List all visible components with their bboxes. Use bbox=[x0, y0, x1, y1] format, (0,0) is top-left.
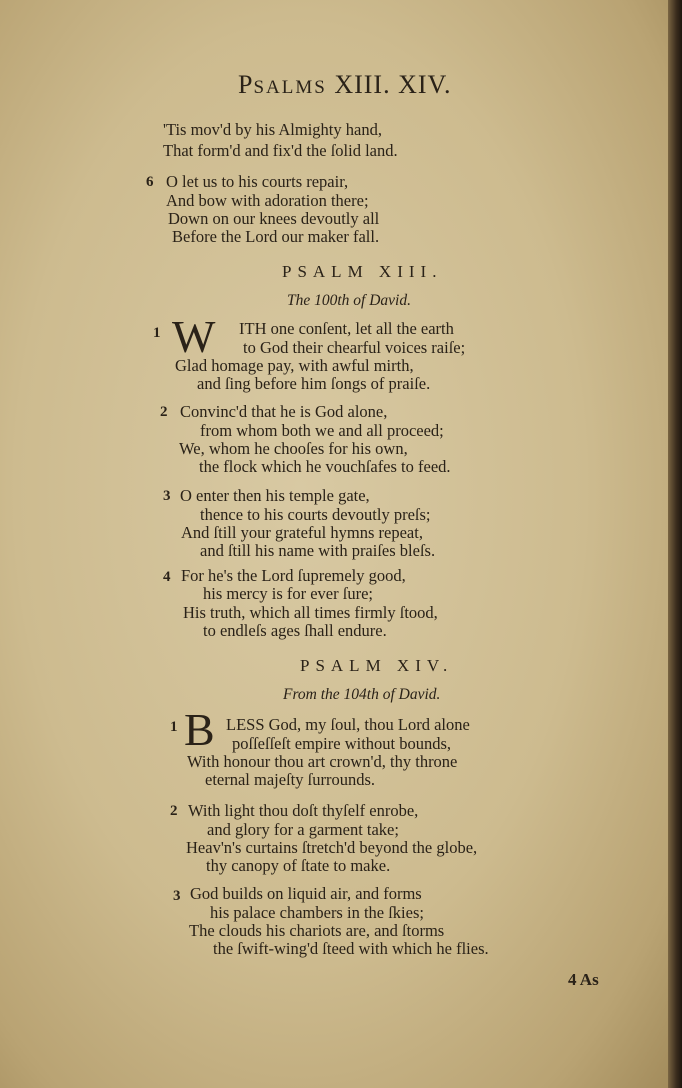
drop-cap: W bbox=[172, 311, 216, 362]
verse-line: thy canopy of ſtate to make. bbox=[206, 856, 391, 875]
verse-line: Glad homage pay, with awful mirth, bbox=[175, 356, 414, 375]
verse-number: 2 bbox=[170, 803, 178, 819]
header-prefix-cap: P bbox=[238, 70, 254, 99]
verse-line: thence to his courts devoutly preſs; bbox=[200, 505, 431, 524]
verse-line: And bow with adoration there; bbox=[166, 191, 369, 210]
verse-line: We, whom he chooſes for his own, bbox=[179, 439, 408, 458]
verse-line: LESS God, my ſoul, thou Lord alone bbox=[226, 715, 470, 734]
verse-line: And ſtill your grateful hymns repeat, bbox=[181, 523, 423, 542]
psalm-13-title: PSALM XIII. bbox=[282, 262, 443, 281]
verse-line: and glory for a garment take; bbox=[207, 820, 399, 839]
verse-line: to God their chearful voices raiſe; bbox=[243, 338, 466, 357]
verse-line: His truth, which all times firmly ſtood, bbox=[183, 603, 438, 622]
verse-line: With light thou doſt thyſelf enrobe, bbox=[188, 801, 419, 820]
running-header bbox=[238, 70, 451, 100]
verse-line: and ſing before him ſongs of praiſe. bbox=[197, 374, 431, 393]
verse-line: poſſeſſeſt empire without bounds, bbox=[232, 734, 452, 753]
verse-number: 1 bbox=[153, 325, 161, 341]
verse-number: 2 bbox=[160, 404, 168, 420]
verse-number: 4 bbox=[163, 569, 171, 585]
verse-line: ITH one conſent, let all the earth bbox=[239, 319, 454, 338]
verse-line: his palace chambers in the ſkies; bbox=[210, 903, 424, 922]
verse-line: God builds on liquid air, and forms bbox=[190, 884, 422, 903]
verse-line: Before the Lord our maker fall. bbox=[172, 227, 380, 246]
psalm-14-title: PSALM XIV. bbox=[300, 656, 454, 675]
drop-cap: B bbox=[184, 704, 215, 755]
header-prefix-rest: SALMS bbox=[253, 77, 327, 98]
verse-line: With honour thou art crown'd, thy throne bbox=[187, 752, 458, 771]
verse-line: his mercy is for ever ſure; bbox=[203, 584, 373, 603]
verse-line: and ſtill his name with praiſes bleſs. bbox=[200, 541, 436, 560]
verse-line: eternal majeſty ſurrounds. bbox=[205, 770, 375, 789]
verse-line: For he's the Lord ſupremely good, bbox=[181, 566, 406, 585]
verse-line: Heav'n's curtains ſtretch'd beyond the globe, bbox=[186, 838, 478, 857]
verse-line: O enter then his temple gate, bbox=[180, 486, 370, 505]
verse-number: 3 bbox=[163, 488, 171, 504]
verse-line: the flock which he vouchſafes to feed. bbox=[199, 457, 451, 476]
verse-line: The clouds his chariots are, and ſtorms bbox=[189, 921, 445, 940]
catchword: 4 As bbox=[568, 970, 599, 989]
verse-line: Convinc'd that he is God alone, bbox=[180, 402, 388, 421]
verse-line: to endleſs ages ſhall endure. bbox=[203, 621, 387, 640]
verse-line: 'Tis mov'd by his Almighty hand, bbox=[163, 120, 382, 139]
verse-line: from whom both we and all proceed; bbox=[200, 421, 444, 440]
verse-line: the ſwift-wing'd ſteed with which he flies. bbox=[213, 939, 489, 958]
book-spine-edge bbox=[668, 0, 682, 1088]
header-numbers: XIII. XIV. bbox=[334, 70, 452, 99]
psalm-14-subtitle: From the 104th of David. bbox=[283, 686, 441, 703]
verse-line: Down on our knees devoutly all bbox=[168, 209, 380, 228]
verse-line: O let us to his courts repair, bbox=[166, 172, 349, 191]
verse-number: 1 bbox=[170, 719, 178, 735]
psalm-13-subtitle: The 100th of David. bbox=[287, 292, 411, 309]
verse-number: 6 bbox=[146, 174, 154, 190]
verse-number: 3 bbox=[173, 888, 181, 904]
verse-line: That form'd and fix'd the ſolid land. bbox=[163, 141, 398, 160]
